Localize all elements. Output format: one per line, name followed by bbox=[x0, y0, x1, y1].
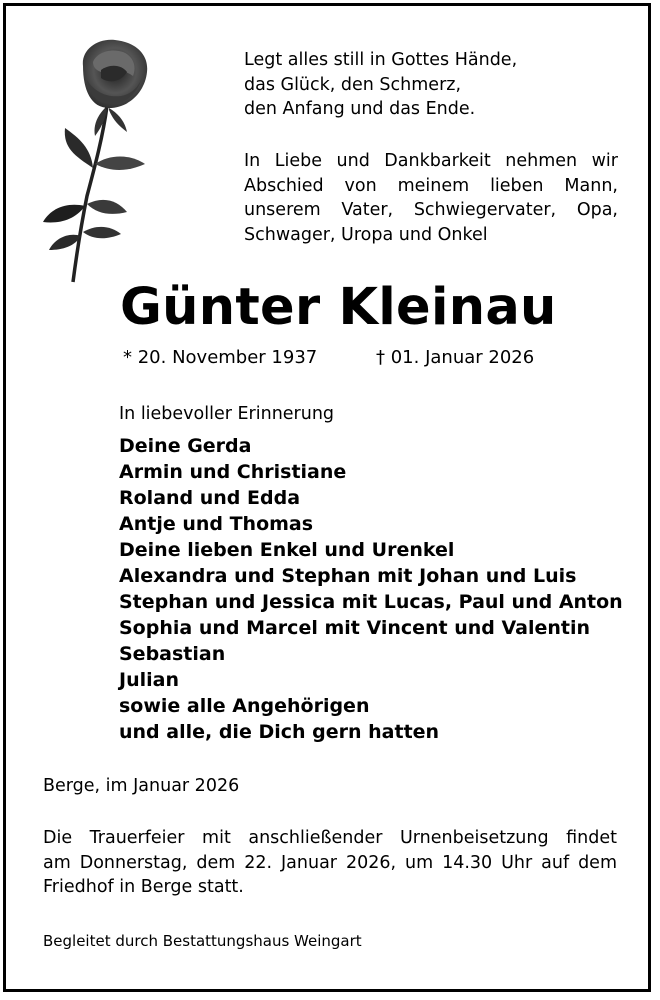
intro-line: unserem Vater, Schwiegervater, Opa, bbox=[244, 200, 618, 220]
poem-line: das Glück, den Schmerz, bbox=[244, 74, 462, 95]
death-date: † 01. Januar 2026 bbox=[376, 347, 535, 368]
mourner-entry: und alle, die Dich gern hatten bbox=[119, 721, 440, 743]
intro-text bbox=[244, 149, 618, 247]
mourner-entry: Deine lieben Enkel und Urenkel bbox=[119, 539, 455, 561]
mourner-entry: Julian bbox=[119, 669, 179, 691]
mourner-entry: Antje und Thomas bbox=[119, 513, 314, 535]
undertaker-credit: Begleitet durch Bestattungshaus Weingart bbox=[43, 932, 362, 950]
mourner-entry: Sophia und Marcel mit Vincent und Valentin bbox=[119, 617, 591, 639]
poem-verse bbox=[244, 48, 616, 122]
mourner-entry: Sebastian bbox=[119, 643, 226, 665]
mourner-entry: sowie alle Angehörigen bbox=[119, 695, 370, 717]
place-and-date: Berge, im Januar 2026 bbox=[43, 776, 240, 796]
mourner-entry: Armin und Christiane bbox=[119, 461, 347, 483]
mourner-entry: Roland und Edda bbox=[119, 487, 301, 509]
memory-heading: In liebevoller Erinnerung bbox=[119, 404, 335, 424]
ceremony-notice bbox=[43, 826, 617, 900]
rose-icon bbox=[35, 36, 165, 288]
intro-line: Abschied von meinem lieben Mann, bbox=[244, 175, 618, 196]
birth-date: * 20. November 1937 bbox=[123, 347, 318, 368]
intro-line: In Liebe und Dankbarkeit nehmen wir bbox=[244, 151, 618, 171]
intro-line: Schwager, Uropa und Onkel bbox=[244, 224, 488, 245]
ceremony-line: Die Trauerfeier mit anschließender Urnenbeisetzung findet bbox=[43, 828, 617, 848]
mourner-entry: Alexandra und Stephan mit Johan und Luis bbox=[119, 565, 577, 587]
ceremony-line: am Donnerstag, dem 22. Januar 2026, um 14.30 Uhr auf dem bbox=[43, 852, 617, 873]
poem-line: Legt alles still in Gottes Hände, bbox=[244, 50, 518, 70]
mourner-entry: Deine Gerda bbox=[119, 435, 252, 457]
poem-line: den Anfang und das Ende. bbox=[244, 99, 476, 119]
deceased-name: Günter Kleinau bbox=[120, 278, 557, 337]
mourners-list bbox=[119, 433, 623, 745]
mourner-entry: Stephan und Jessica mit Lucas, Paul und Anton bbox=[119, 591, 623, 613]
ceremony-line: Friedhof in Berge statt. bbox=[43, 877, 244, 897]
